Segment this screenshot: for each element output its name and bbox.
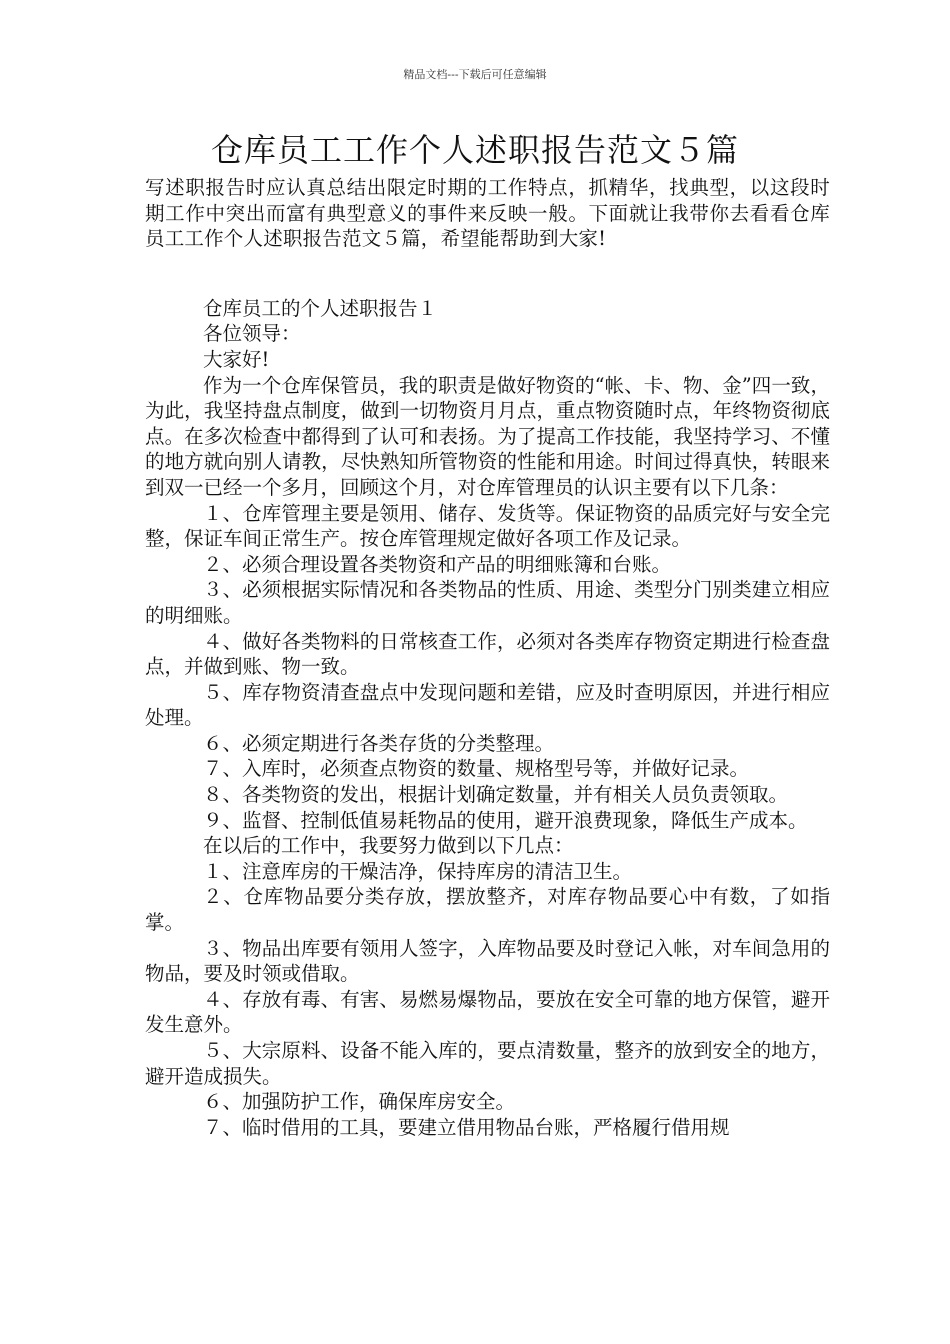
list-item: ７、临时借用的工具，要建立借用物品台账，严格履行借用规 bbox=[203, 1115, 730, 1139]
list-item: ５、大宗原料、设备不能入库的，要点清数量，整齐的放到安全的地方，避开造成损失。 bbox=[145, 1039, 830, 1088]
list-item: １、仓库管理主要是领用、储存、发货等。保证物资的品质完好与安全完整，保证车间正常生产。按仓库管理规定做好各项工作及记录。 bbox=[145, 501, 830, 551]
list-item: ２、必须合理设置各类物资和产品的明细账簿和台账。 bbox=[203, 552, 672, 576]
list-item: ２、仓库物品要分类存放，摆放整齐，对库存物品要心中有数，了如指掌。 bbox=[145, 885, 830, 935]
list-item: ９、监督、控制低值易耗物品的使用，避开浪费现象，降低生产成本。 bbox=[203, 808, 808, 832]
greeting: 大家好! bbox=[203, 347, 270, 371]
list-item: ４、存放有毒、有害、易燃易爆物品，要放在安全可靠的地方保管，避开发生意外。 bbox=[145, 987, 830, 1037]
section-title: 仓库员工的个人述职报告１ bbox=[203, 296, 438, 320]
list-item: ６、必须定期进行各类存货的分类整理。 bbox=[203, 731, 555, 755]
list-item: １、注意库房的干燥洁净，保持库房的清洁卫生。 bbox=[203, 859, 633, 883]
header-note: 精品文档---下载后可任意编辑 bbox=[403, 68, 547, 81]
paragraph-gap bbox=[145, 252, 830, 296]
list-item: ７、入库时，必须查点物资的数量、规格型号等，并做好记录。 bbox=[203, 757, 750, 781]
intro-paragraph: 写述职报告时应认真总结出限定时期的工作特点，抓精华，找典型，以这段时期工作中突出而富有典型意义的事件来反映一般。下面就让我带你去看看仓库员工工作个人述职报告范文５篇，希望能帮助到大家! bbox=[145, 176, 830, 251]
opening-paragraph: 作为一个仓库保管员，我的职责是做好物资的“帐、卡、物、金”四一致，为此，我坚持盘点制度，做到一切物资月月点，重点物资随时点，年终物资彻底点。在多次检查中都得到了认可和表扬。为了提高工作技能，我坚持学习、不懂的地方就向别人请教，尽快熟知所管物资的性能和用途。时间过得真快，转眼来到双一已经一个多月，回顾这个月，对仓库管理员的认识主要有以下几条： bbox=[145, 373, 830, 499]
salutation: 各位领导： bbox=[203, 322, 301, 346]
list-item: ３、必须根据实际情况和各类物品的性质、用途、类型分门别类建立相应的明细账。 bbox=[145, 578, 830, 627]
list-item: ６、加强防护工作，确保库房安全。 bbox=[203, 1090, 516, 1114]
list-item: ５、库存物资清查盘点中发现问题和差错，应及时查明原因，并进行相应处理。 bbox=[145, 680, 830, 730]
list-item: ３、物品出库要有领用人签字，入库物品要及时登记入帐，对车间急用的物品，要及时领或借取。 bbox=[145, 936, 830, 986]
transition-paragraph: 在以后的工作中，我要努力做到以下几点： bbox=[203, 834, 574, 858]
document-body bbox=[145, 175, 830, 1140]
document-title: 仓库员工工作个人述职报告范文５篇 bbox=[210, 131, 739, 169]
list-item: ４、做好各类物料的日常核查工作，必须对各类库存物资定期进行检查盘点，并做到账、物一致。 bbox=[145, 629, 830, 679]
list-item: ８、各类物资的发出，根据计划确定数量，并有相关人员负责领取。 bbox=[203, 783, 789, 807]
